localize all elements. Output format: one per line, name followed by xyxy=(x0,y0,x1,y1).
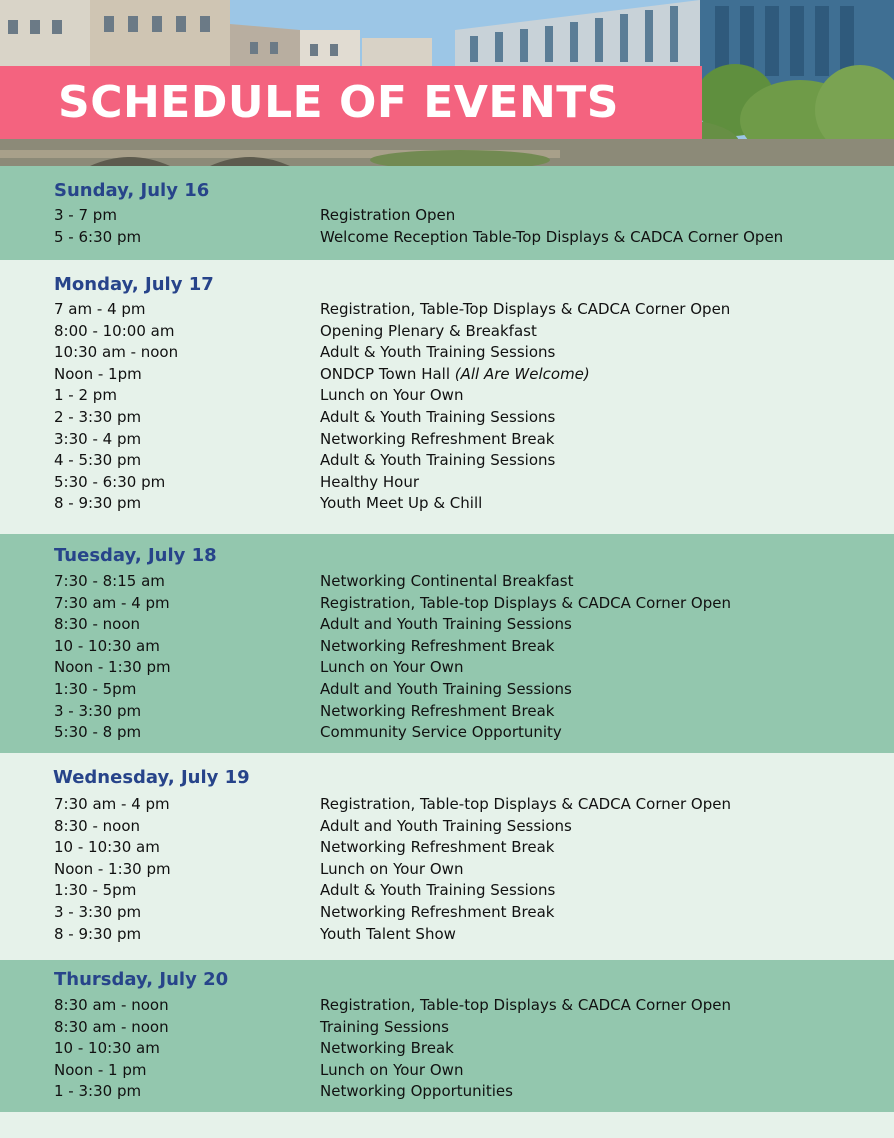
event-time: 3 - 3:30 pm xyxy=(54,903,142,921)
event-title: Adult and Youth Training Sessions xyxy=(320,680,572,698)
event-time: 8 - 9:30 pm xyxy=(54,494,142,513)
schedule-row xyxy=(0,385,894,407)
event-title: Lunch on Your Own xyxy=(320,658,464,677)
schedule-row xyxy=(0,1017,894,1039)
schedule-row xyxy=(0,995,894,1017)
day-section-monday xyxy=(0,260,894,534)
schedule-row xyxy=(0,205,894,227)
day-heading: Monday, July 17 xyxy=(54,274,214,295)
header-banner xyxy=(0,0,894,166)
schedule-row xyxy=(0,493,894,515)
event-title: Registration, Table-top Displays & CADCA Corner Open xyxy=(320,795,731,813)
event-title: Lunch on Your Own xyxy=(320,859,464,878)
schedule-row xyxy=(0,837,894,859)
event-time: 8:30 - noon xyxy=(54,615,141,634)
event-title: Networking Refreshment Break xyxy=(320,701,555,720)
event-time: 8:30 am - noon xyxy=(54,996,169,1014)
event-time: 7 am - 4 pm xyxy=(54,300,146,318)
day-section-wednesday xyxy=(0,753,894,960)
event-title: Adult and Youth Training Sessions xyxy=(320,615,572,634)
schedule-row xyxy=(0,571,894,593)
schedule-row xyxy=(0,880,894,902)
event-title: Adult & Youth Training Sessions xyxy=(320,408,556,426)
event-time: 2 - 3:30 pm xyxy=(54,408,142,426)
schedule-row xyxy=(0,407,894,429)
event-title: Networking Break xyxy=(320,1039,454,1058)
event-title-with-note xyxy=(320,364,590,386)
event-time: 1 - 3:30 pm xyxy=(54,1082,142,1101)
schedule-row xyxy=(0,1038,894,1060)
event-time: 10 - 10:30 am xyxy=(54,1039,160,1058)
event-time: 3 - 7 pm xyxy=(54,206,117,224)
event-time: 1:30 - 5pm xyxy=(54,881,137,900)
event-time: 8:00 - 10:00 am xyxy=(54,321,175,340)
event-time: 8 - 9:30 pm xyxy=(54,924,142,943)
event-time: 1 - 2 pm xyxy=(54,386,117,405)
event-title: ONDCP Town Hall xyxy=(320,364,455,383)
event-time: 8:30 am - noon xyxy=(54,1017,169,1036)
schedule-row xyxy=(0,472,894,494)
schedule-row xyxy=(0,701,894,723)
event-note: (All Are Welcome) xyxy=(454,364,590,383)
event-title: Registration, Table-top Displays & CADCA Corner Open xyxy=(320,996,731,1014)
event-title: Adult and Youth Training Sessions xyxy=(320,816,572,835)
event-title: Registration, Table-Top Displays & CADCA Corner Open xyxy=(320,300,731,318)
day-section-tuesday xyxy=(0,534,894,753)
schedule-row xyxy=(0,794,894,816)
event-title: Networking Refreshment Break xyxy=(320,903,555,921)
event-title: Networking Refreshment Break xyxy=(320,636,555,655)
event-title: Lunch on Your Own xyxy=(320,386,464,405)
schedule-row xyxy=(0,342,894,364)
schedule-row xyxy=(0,1081,894,1103)
event-time: 5 - 6:30 pm xyxy=(54,227,142,246)
event-time: 10 - 10:30 am xyxy=(54,838,160,857)
event-title: Training Sessions xyxy=(320,1017,450,1036)
event-time: Noon - 1pm xyxy=(54,364,142,383)
day-heading: Sunday, July 16 xyxy=(54,180,210,201)
schedule-row xyxy=(0,429,894,451)
footer-band xyxy=(0,1112,894,1138)
event-time: 10 - 10:30 am xyxy=(54,636,160,655)
day-section-sunday xyxy=(0,166,894,260)
schedule-row xyxy=(0,722,894,744)
schedule-row xyxy=(0,816,894,838)
event-time: 1:30 - 5pm xyxy=(54,680,137,698)
schedule-row xyxy=(0,657,894,679)
event-title: Networking Refreshment Break xyxy=(320,429,555,448)
schedule-row xyxy=(0,299,894,321)
event-title: Networking Opportunities xyxy=(320,1082,513,1101)
schedule-row xyxy=(0,679,894,701)
event-title: Welcome Reception Table-Top Displays & CADCA Corner Open xyxy=(320,227,784,246)
event-title: Adult & Youth Training Sessions xyxy=(320,881,556,900)
event-time: 5:30 - 8 pm xyxy=(54,723,142,742)
event-time: 3 - 3:30 pm xyxy=(54,701,142,720)
event-time: 7:30 am - 4 pm xyxy=(54,593,170,612)
event-title: Adult & Youth Training Sessions xyxy=(320,451,556,470)
event-time: Noon - 1:30 pm xyxy=(54,658,171,677)
schedule-row xyxy=(0,859,894,881)
event-time: 10:30 am - noon xyxy=(54,343,179,362)
schedule-row xyxy=(0,1060,894,1082)
day-heading: Thursday, July 20 xyxy=(54,969,229,990)
event-title: Healthy Hour xyxy=(320,472,420,491)
page-title: SCHEDULE OF EVENTS xyxy=(58,77,619,128)
event-title: Community Service Opportunity xyxy=(320,723,562,742)
schedule-row xyxy=(0,321,894,343)
event-title: Registration Open xyxy=(320,206,456,224)
event-time: 7:30 am - 4 pm xyxy=(54,795,170,813)
event-title: Networking Continental Breakfast xyxy=(320,572,574,590)
event-title: Registration, Table-top Displays & CADCA Corner Open xyxy=(320,593,731,612)
schedule-row xyxy=(0,924,894,946)
schedule-row xyxy=(0,593,894,615)
event-title: Youth Meet Up & Chill xyxy=(320,494,483,513)
event-title: Lunch on Your Own xyxy=(320,1060,464,1079)
event-title: Adult & Youth Training Sessions xyxy=(320,343,556,362)
event-time: 8:30 - noon xyxy=(54,816,141,835)
schedule-row xyxy=(0,902,894,924)
day-section-thursday xyxy=(0,960,894,1112)
schedule-row xyxy=(0,636,894,658)
event-time: Noon - 1:30 pm xyxy=(54,859,171,878)
day-heading: Wednesday, July 19 xyxy=(53,767,250,788)
schedule-row xyxy=(0,364,894,386)
schedule-row xyxy=(0,227,894,249)
schedule-row xyxy=(0,614,894,636)
day-heading: Tuesday, July 18 xyxy=(54,545,217,566)
event-time: 7:30 - 8:15 am xyxy=(54,572,165,590)
event-time: Noon - 1 pm xyxy=(54,1060,147,1079)
event-title: Youth Talent Show xyxy=(320,924,456,943)
event-time: 3:30 - 4 pm xyxy=(54,429,142,448)
event-title: Networking Refreshment Break xyxy=(320,838,555,857)
schedule-row xyxy=(0,450,894,472)
event-time: 5:30 - 6:30 pm xyxy=(54,472,166,491)
event-time: 4 - 5:30 pm xyxy=(54,451,142,470)
event-title: Opening Plenary & Breakfast xyxy=(320,321,537,340)
